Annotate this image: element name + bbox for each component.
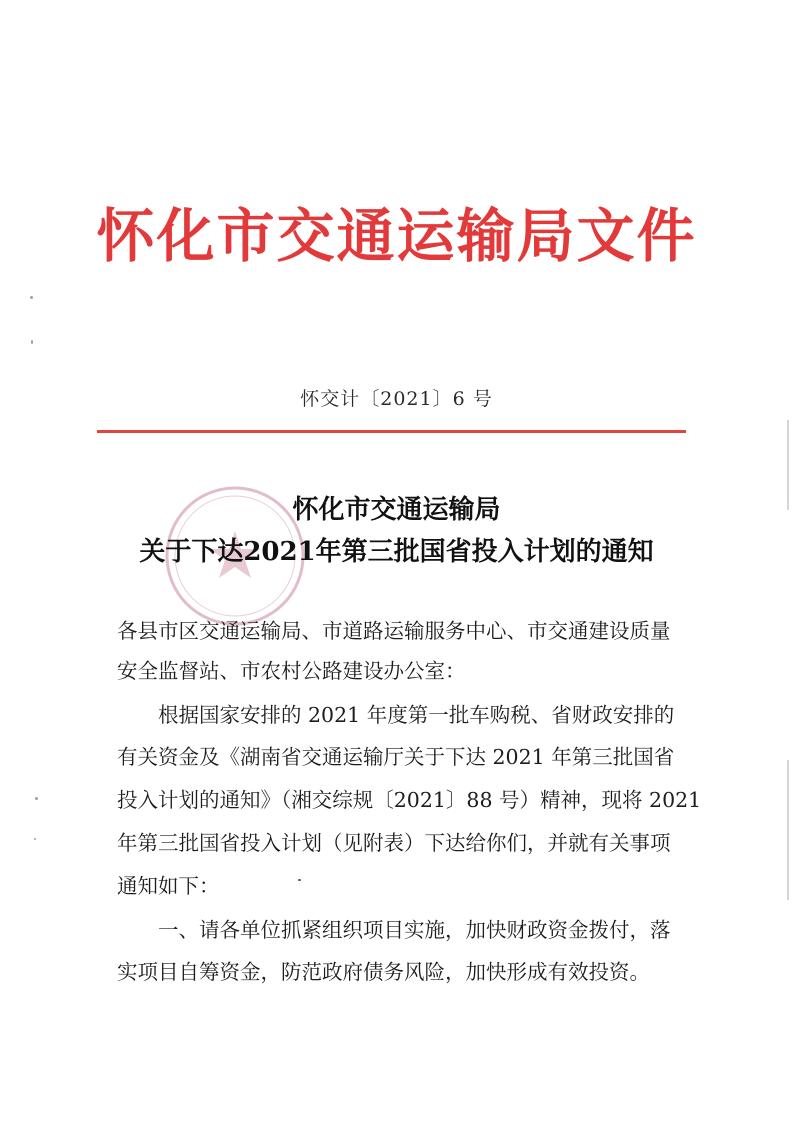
body-line-2: 安全监督站、市农村公路建设办公室： bbox=[117, 659, 466, 683]
agency-header-title: 怀化市交通运输局文件 bbox=[96, 202, 697, 270]
body-line-4: 有关资金及《湖南省交通运输厅关于下达 2021 年第三批国省 bbox=[117, 745, 675, 769]
document-number: 怀交计〔2021〕6 号 bbox=[300, 388, 493, 410]
body-line-3: 根据国家安排的 2021 年度第一批车购税、省财政安排的 bbox=[117, 703, 675, 727]
body-line-1: 各县市区交通运输局、市道路运输服务中心、市交通建设质量 bbox=[117, 619, 671, 643]
body-line-8: 一、请各单位抓紧组织项目实施，加快财政资金拨付，落 bbox=[117, 918, 671, 942]
body-line-5: 投入计划的通知》（湘交综规〔2021〕88 号）精神，现将 2021 bbox=[117, 788, 702, 812]
notice-title-line-2: 关于下达2021年第三批国省投入计划的通知 bbox=[139, 537, 654, 567]
body-line-6: 年第三批国省投入计划（见附表）下达给你们，并就有关事项 bbox=[117, 831, 671, 855]
red-divider-line bbox=[97, 430, 686, 433]
notice-title-line-1: 怀化市交通运输局 bbox=[292, 495, 501, 525]
scan-speck bbox=[35, 797, 38, 800]
scan-speck bbox=[298, 879, 301, 881]
scan-edge-shadow bbox=[787, 420, 789, 510]
body-line-7: 通知如下： bbox=[117, 874, 220, 898]
scan-speck bbox=[31, 340, 33, 344]
body-line-9: 实项目自筹资金，防范政府债务风险，加快形成有效投资。 bbox=[117, 960, 650, 984]
scan-speck bbox=[30, 296, 33, 299]
scan-speck bbox=[34, 838, 36, 840]
scan-edge-shadow bbox=[787, 760, 789, 900]
